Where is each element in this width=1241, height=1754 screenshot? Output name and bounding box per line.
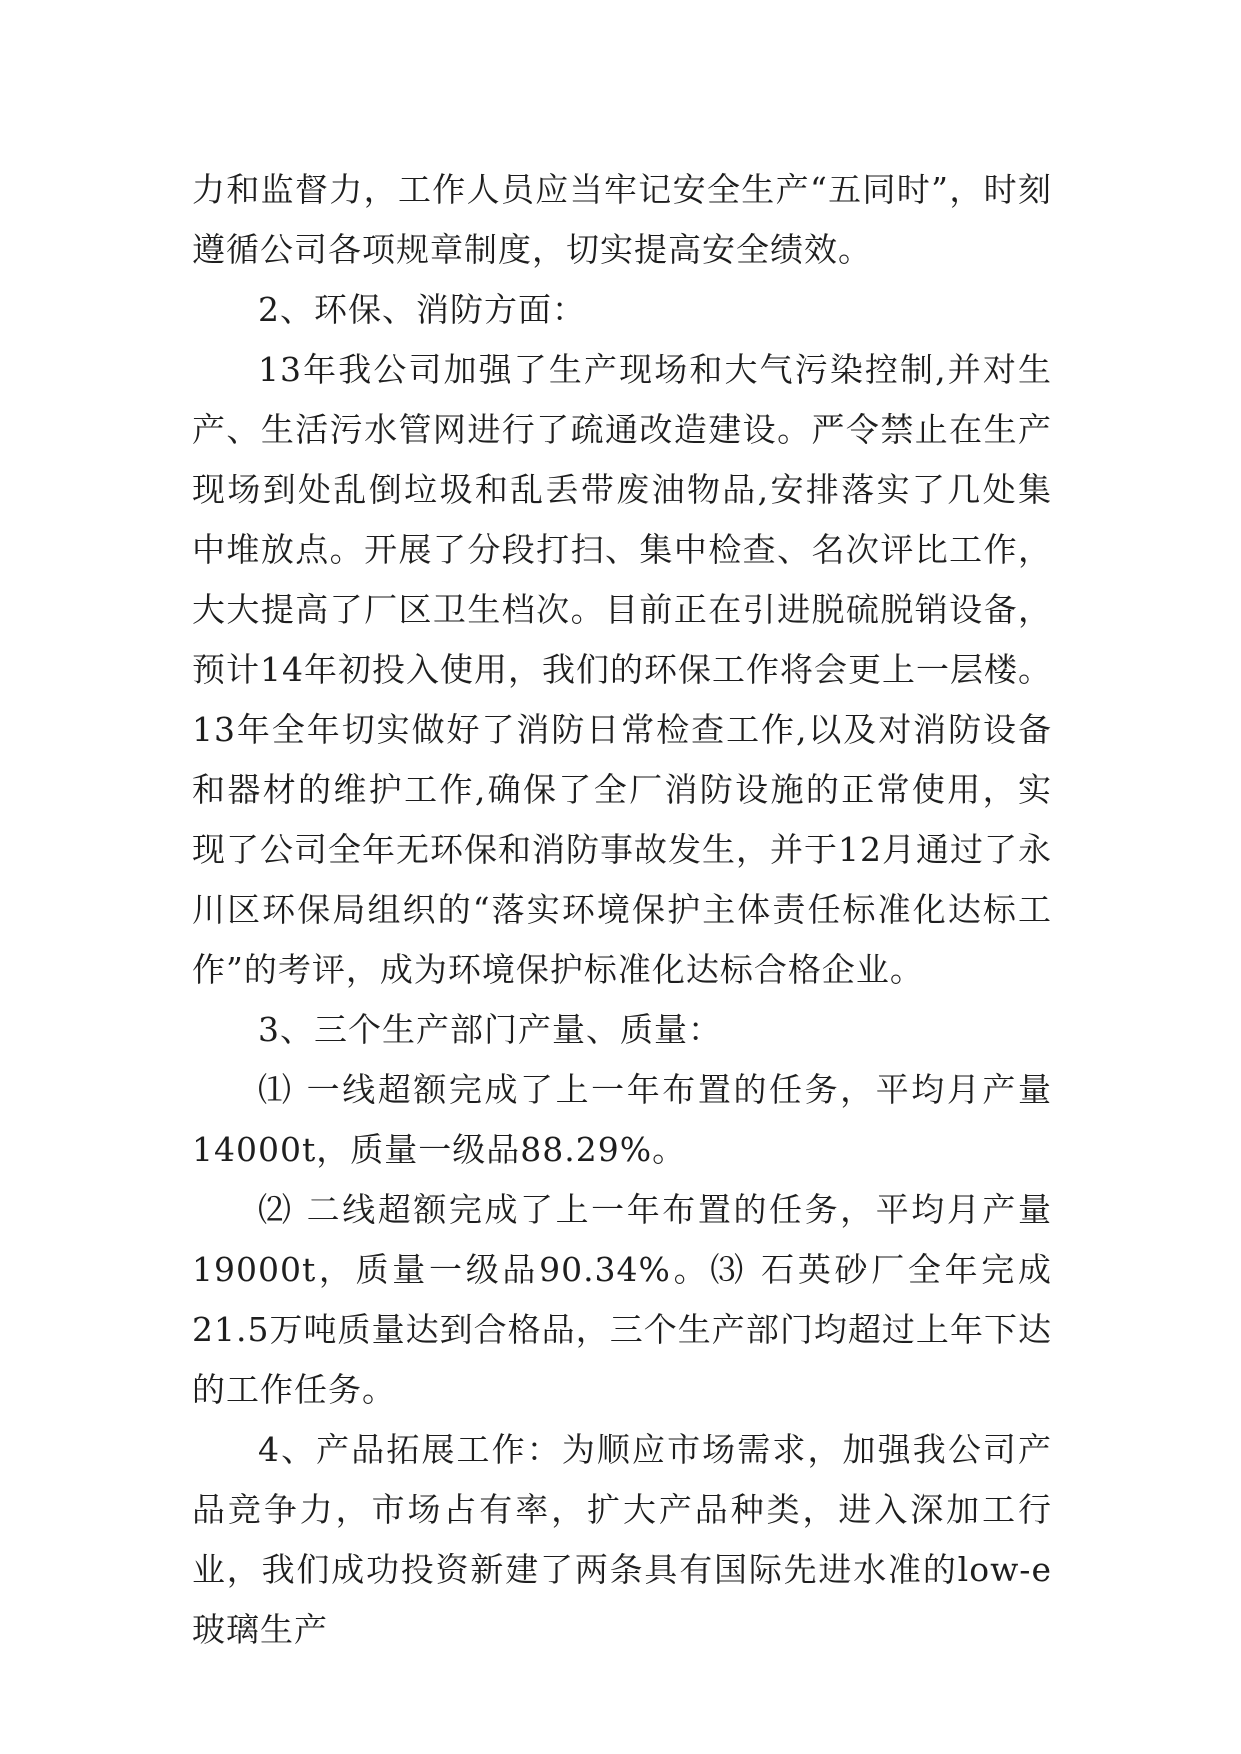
paragraph-product-expansion: 4、产品拓展工作：为顺应市场需求，加强我公司产品竞争力，市场占有率，扩大产品种类，进入深加工行业，我们成功投资新建了两条具有国际先进水准的low-e玻璃生产	[192, 1430, 1052, 1649]
paragraph-line-one: ⑴ 一线超额完成了上一年布置的任务，平均月产量14000t，质量一级品88.29%。	[192, 1070, 1052, 1169]
section-heading-environment: 2、环保、消防方面：	[258, 290, 586, 329]
paragraph-line-two: ⑵ 二线超额完成了上一年布置的任务，平均月产量19000t，质量一级品90.34%。⑶ 石英砂厂全年完成21.5万吨质量达到合格品，三个生产部门均超过上年下达的工作任务。	[192, 1190, 1052, 1409]
paragraph-environment: 13年我公司加强了生产现场和大气污染控制,并对生产、生活污水管网进行了疏通改造建设。严令禁止在生产现场到处乱倒垃圾和乱丢带废油物品,安排落实了几处集中堆放点。开展了分段打扫、集中检查、名次评比工作，大大提高了厂区卫生档次。目前正在引进脱硫脱销设备，预计14年初投入使用，我们的环保工作将会更上一层楼。13年全年切实做好了消防日常检查工作,以及对消防设备和器材的维护工作,确保了全厂消防设施的正常使用，实现了公司全年无环保和消防事故发生，并于12月通过了永川区环保局组织的“落实环境保护主体责任标准化达标工作”的考评，成为环境保护标准化达标合格企业。	[192, 350, 1052, 989]
document-body	[192, 160, 1052, 1660]
section-heading-production: 3、三个生产部门产量、质量：	[258, 1010, 722, 1049]
paragraph-continuation: 力和监督力，工作人员应当牢记安全生产“五同时”，时刻遵循公司各项规章制度，切实提高安全绩效。	[192, 170, 1052, 269]
